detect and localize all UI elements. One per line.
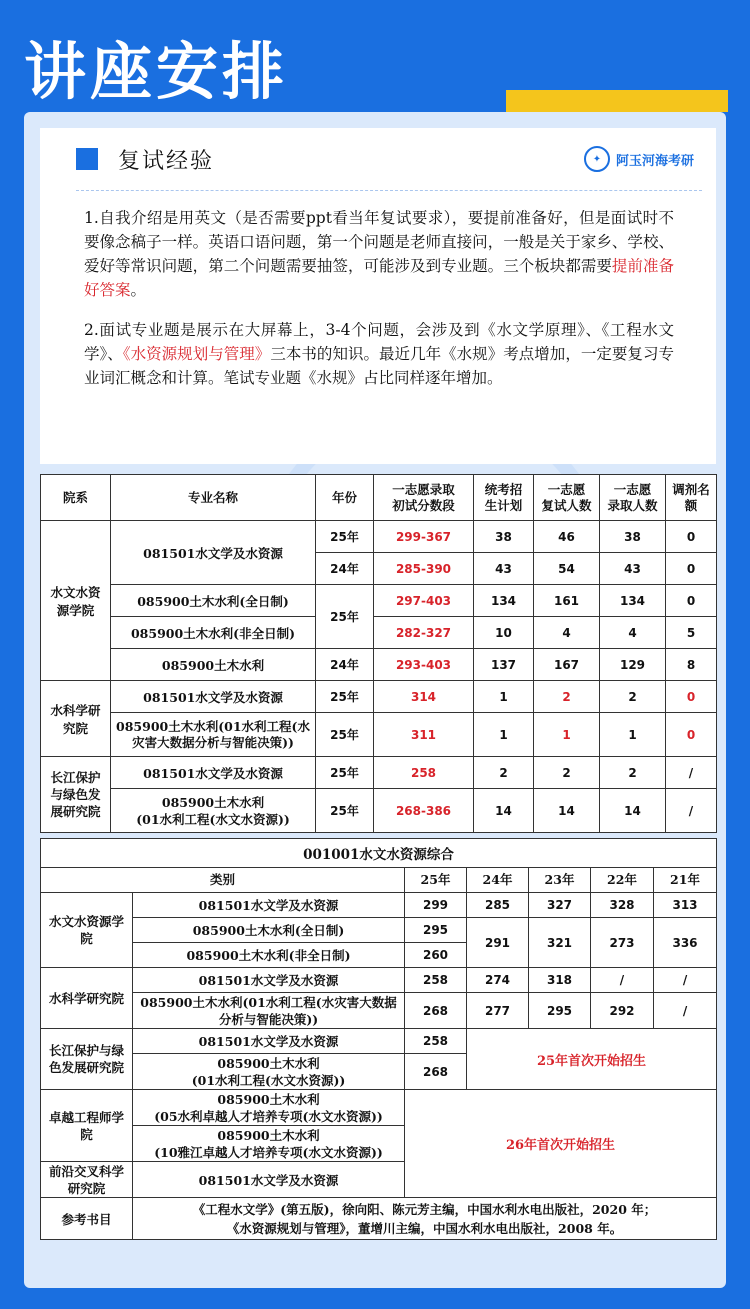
score-cell: 336 — [654, 918, 717, 968]
table-row — [41, 789, 717, 833]
header-cell: 类别 — [41, 868, 405, 893]
score-cell: / — [591, 968, 654, 993]
table-row — [41, 617, 717, 649]
score-cell: 327 — [529, 893, 591, 918]
table-row — [41, 649, 717, 681]
admit-cell: 2 — [600, 757, 666, 789]
year-cell: 25年 — [316, 681, 374, 713]
score-cell: 299 — [405, 893, 467, 918]
header-cell: 专业名称 — [111, 475, 316, 521]
header-cell: 院系 — [41, 475, 111, 521]
header — [0, 0, 750, 118]
admit-cell: 4 — [600, 617, 666, 649]
score-cell: 299-367 — [374, 521, 474, 553]
adjust-cell: 8 — [666, 649, 717, 681]
score-cell: 311 — [374, 713, 474, 757]
paragraph-1 — [84, 206, 674, 302]
books-cell — [133, 1198, 717, 1240]
experience-card — [40, 128, 716, 464]
score-cell: 285 — [467, 893, 529, 918]
table-row — [41, 893, 717, 918]
admission-table-wrap — [40, 474, 717, 833]
score-cell: 293-403 — [374, 649, 474, 681]
major-cell: 085900土木水利 (01水利工程(水文水资源)) — [111, 789, 316, 833]
major-cell: 085900土木水利(非全日制) — [133, 943, 405, 968]
major-cell: 081501水文学及水资源 — [133, 1029, 405, 1054]
score-history-table-wrap — [40, 838, 717, 1240]
score-cell: 274 — [467, 968, 529, 993]
major-cell: 081501水文学及水资源 — [111, 681, 316, 713]
dept-cell: 长江保护 与绿色发 展研究院 — [41, 757, 111, 833]
header-cell: 调剂名 额 — [666, 475, 717, 521]
page-title: 讲座安排 — [24, 35, 289, 108]
paragraph-1-highlight: 提前准备好答案 — [84, 257, 674, 299]
score-cell: 292 — [591, 993, 654, 1029]
admit-cell: 129 — [600, 649, 666, 681]
score-cell: 291 — [467, 918, 529, 968]
major-cell: 081501水文学及水资源 — [111, 521, 316, 585]
header-cell: 21年 — [654, 868, 717, 893]
major-cell: 085900土木水利(01水利工程(水灾害大数据分析与智能决策)) — [111, 713, 316, 757]
admit-cell: 134 — [600, 585, 666, 617]
score-cell: 273 — [591, 918, 654, 968]
table-row — [41, 757, 717, 789]
year-cell: 25年 — [316, 713, 374, 757]
dept-cell: 水文水资 源学院 — [41, 521, 111, 681]
major-cell: 085900土木水利 — [111, 649, 316, 681]
plan-cell: 1 — [474, 713, 534, 757]
header-cell: 23年 — [529, 868, 591, 893]
admission-table — [40, 474, 717, 833]
plan-cell: 1 — [474, 681, 534, 713]
plan-cell: 134 — [474, 585, 534, 617]
plan-cell: 14 — [474, 789, 534, 833]
header-cell: 统考招 生计划 — [474, 475, 534, 521]
admit-cell: 14 — [600, 789, 666, 833]
year-cell: 24年 — [316, 649, 374, 681]
book-2: 《水资源规划与管理》，董增川主编，中国水利水电出版社，2008 年。 — [226, 1220, 623, 1236]
book-1: 《工程水文学》(第五版)，徐向阳、陈元芳主编，中国水利水电出版社，2020 年； — [192, 1201, 657, 1217]
year-cell: 24年 — [316, 553, 374, 585]
score-cell: / — [654, 968, 717, 993]
score-cell: 258 — [374, 757, 474, 789]
header-cell: 一志愿 复试人数 — [534, 475, 600, 521]
plan-cell: 137 — [474, 649, 534, 681]
year-cell: 25年 — [316, 757, 374, 789]
major-cell: 081501水文学及水资源 — [133, 1162, 405, 1198]
first-enrollment-note: 25年首次开始招生 — [467, 1029, 717, 1090]
major-cell: 085900土木水利 (05水利卓越人才培养专项(水文水资源)) — [133, 1090, 405, 1126]
table-row — [41, 681, 717, 713]
adjust-cell: 5 — [666, 617, 717, 649]
year-cell: 25年 — [316, 789, 374, 833]
brand — [584, 146, 694, 172]
dept-cell: 水文水资源学 院 — [41, 893, 133, 968]
score-cell: 277 — [467, 993, 529, 1029]
adjust-cell: 0 — [666, 585, 717, 617]
header-cell: 24年 — [467, 868, 529, 893]
paragraph-2 — [84, 318, 674, 390]
table-header-row — [41, 475, 717, 521]
plan-cell: 2 — [474, 757, 534, 789]
score-cell: 285-390 — [374, 553, 474, 585]
retest-cell: 54 — [534, 553, 600, 585]
school-logo-icon: ✦ — [584, 146, 610, 172]
score-cell: 295 — [529, 993, 591, 1029]
retest-cell: 161 — [534, 585, 600, 617]
plan-cell: 38 — [474, 521, 534, 553]
score-cell: 318 — [529, 968, 591, 993]
table-row — [41, 968, 717, 993]
score-cell: 268 — [405, 1054, 467, 1090]
score-cell: / — [654, 993, 717, 1029]
header-cell: 25年 — [405, 868, 467, 893]
score-cell: 258 — [405, 1029, 467, 1054]
adjust-cell: 0 — [666, 521, 717, 553]
adjust-cell: 0 — [666, 553, 717, 585]
score-history-table — [40, 838, 717, 1240]
score-cell: 321 — [529, 918, 591, 968]
header-cell: 一志愿 录取人数 — [600, 475, 666, 521]
major-cell: 085900土木水利 (01水利工程(水文水资源)) — [133, 1054, 405, 1090]
major-cell: 085900土木水利 (10雅江卓越人才培养专项(水文水资源)) — [133, 1126, 405, 1162]
table-caption: 001001水文水资源综合 — [41, 839, 717, 868]
score-cell: 295 — [405, 918, 467, 943]
table-row — [41, 713, 717, 757]
table-row — [41, 1029, 717, 1054]
score-cell: 282-327 — [374, 617, 474, 649]
table-row — [41, 585, 717, 617]
retest-cell: 2 — [534, 757, 600, 789]
dept-cell: 水科学研 究院 — [41, 681, 111, 757]
major-cell: 085900土木水利(01水利工程(水灾害大数据分析与智能决策)) — [133, 993, 405, 1029]
admit-cell: 1 — [600, 713, 666, 757]
header-cell: 22年 — [591, 868, 654, 893]
dept-cell: 卓越工程师学 院 — [41, 1090, 133, 1162]
score-cell: 260 — [405, 943, 467, 968]
brand-name: 阿玉河海考研 — [615, 153, 694, 169]
retest-cell: 2 — [534, 681, 600, 713]
retest-cell: 167 — [534, 649, 600, 681]
retest-cell: 14 — [534, 789, 600, 833]
books-row — [41, 1198, 717, 1240]
books-label: 参考书目 — [41, 1198, 133, 1240]
admit-cell: 38 — [600, 521, 666, 553]
paragraph-1-end: 。 — [130, 281, 147, 299]
plan-cell: 10 — [474, 617, 534, 649]
table-row — [41, 918, 717, 943]
paragraph-2-end: 三本书的知识。最近几年《水规》考点增加，一定要复习专业词汇概念和计算。笔试专业题《水规》占比同样逐年增加。 — [84, 345, 674, 387]
retest-cell: 46 — [534, 521, 600, 553]
divider — [76, 190, 702, 191]
score-cell: 297-403 — [374, 585, 474, 617]
table-header-row — [41, 868, 717, 893]
section-marker-icon — [76, 148, 98, 170]
major-cell: 085900土木水利(全日制) — [133, 918, 405, 943]
admit-cell: 2 — [600, 681, 666, 713]
table-row — [41, 1090, 717, 1126]
dept-cell: 水科学研究院 — [41, 968, 133, 1029]
score-cell: 314 — [374, 681, 474, 713]
dept-cell: 前沿交叉科学 研究院 — [41, 1162, 133, 1198]
plan-cell: 43 — [474, 553, 534, 585]
score-cell: 258 — [405, 968, 467, 993]
dept-cell: 长江保护与绿 色发展研究院 — [41, 1029, 133, 1090]
admit-cell: 43 — [600, 553, 666, 585]
year-cell: 25年 — [316, 521, 374, 553]
retest-cell: 1 — [534, 713, 600, 757]
score-cell: 268-386 — [374, 789, 474, 833]
adjust-cell: 0 — [666, 681, 717, 713]
major-cell: 085900土木水利(全日制) — [111, 585, 316, 617]
adjust-cell: / — [666, 757, 717, 789]
header-cell: 一志愿录取 初试分数段 — [374, 475, 474, 521]
retest-cell: 4 — [534, 617, 600, 649]
major-cell: 081501水文学及水资源 — [111, 757, 316, 789]
adjust-cell: / — [666, 789, 717, 833]
major-cell: 081501水文学及水资源 — [133, 968, 405, 993]
score-cell: 328 — [591, 893, 654, 918]
table-row — [41, 521, 717, 553]
header-cell: 年份 — [316, 475, 374, 521]
table-row — [41, 993, 717, 1029]
paragraph-1-text: 1.自我介绍是用英文（是否需要ppt看当年复试要求），要提前准备好，但是面试时不要像念稿子一样。英语口语问题，第一个问题是老师直接问，一般是关于家乡、学校、爱好等常识问题，第二个问题需要抽签，可能涉及到专业题。三个板块都需要 — [84, 209, 674, 275]
year-cell: 25年 — [316, 585, 374, 649]
new-enrollment-note: 26年首次开始招生 — [405, 1090, 717, 1198]
major-cell: 085900土木水利(非全日制) — [111, 617, 316, 649]
major-cell: 081501水文学及水资源 — [133, 893, 405, 918]
score-cell: 268 — [405, 993, 467, 1029]
section-title: 复试经验 — [118, 149, 215, 174]
paragraph-2-highlight: 《水资源规划与管理》 — [122, 345, 271, 363]
score-cell: 313 — [654, 893, 717, 918]
title-accent-bar — [506, 90, 728, 112]
paragraph-2-text: 2.面试专业题是展示在大屏幕上，3-4个问题，会涉及到《水文学原理》、《工程水文学》、 — [84, 321, 674, 363]
adjust-cell: 0 — [666, 713, 717, 757]
